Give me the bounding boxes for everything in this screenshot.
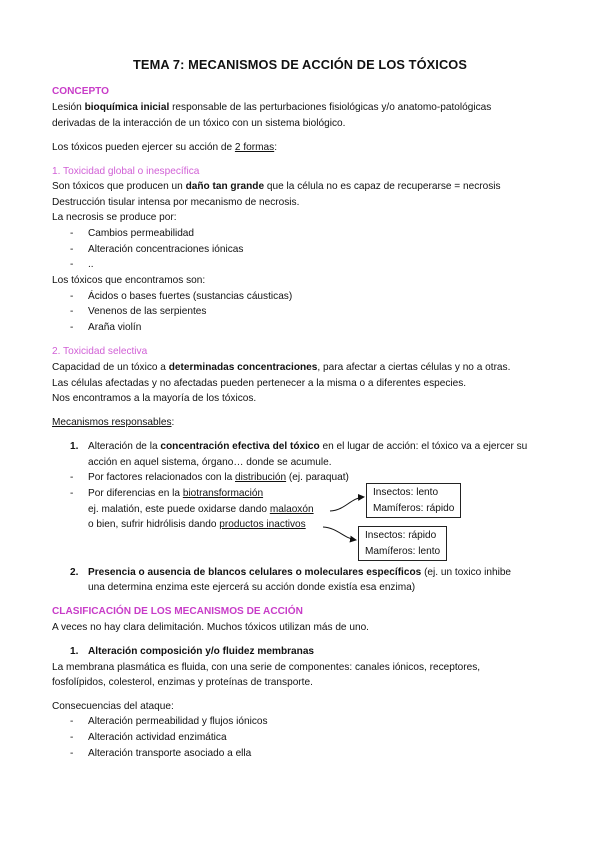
list-item-cont: ej. malatión, este puede oxidarse dando malaoxón (88, 504, 314, 515)
subheading: Alteración composición y/o fluidez membranas (88, 646, 315, 657)
arrow-to-box1 (330, 497, 364, 511)
numbered-item: Alteración de la concentración efectiva del tóxico en el lugar de acción: el tóxico va a ejercer su (88, 441, 528, 452)
bullet-dash: - (70, 306, 74, 317)
list-item: Cambios permeabilidad (88, 228, 195, 239)
paragraph-line: Nos encontramos a la mayoría de los tóxicos. (52, 393, 257, 404)
section-heading-global: 1. Toxicidad global o inespecífica (52, 166, 200, 177)
bullet-dash: - (70, 732, 74, 743)
paragraph-line: Son tóxicos que producen un daño tan grande que la célula no es capaz de recuperarse = necrosis (52, 181, 501, 192)
list-item: Por factores relacionados con la distribución (ej. paraquat) (88, 472, 349, 483)
arrow-to-box2 (323, 527, 356, 540)
list-item-cont: o bien, sufrir hidrólisis dando productos inactivos (88, 519, 306, 530)
section-heading-concepto: CONCEPTO (52, 86, 110, 97)
paragraph-line: La membrana plasmática es fluida, con una serie de componentes: canales iónicos, receptores, (52, 662, 481, 673)
list-item: Araña violín (88, 322, 142, 333)
list-item: Por diferencias en la biotransformación (88, 488, 264, 499)
list-number: 1. (70, 441, 79, 452)
paragraph-line: La necrosis se produce por: (52, 212, 177, 223)
paragraph-line: Los tóxicos pueden ejercer su acción de 2 formas: (52, 142, 278, 153)
page-title: TEMA 7: MECANISMOS DE ACCIÓN DE LOS TÓXICOS (133, 57, 467, 72)
numbered-item-cont: una determina enzima este ejercerá su acción donde existía esa enzima) (88, 582, 416, 593)
list-item: Venenos de las serpientes (88, 306, 207, 317)
paragraph-line: Mecanismos responsables: (52, 417, 175, 428)
list-item: Alteración transporte asociado a ella (88, 748, 252, 759)
list-item: Alteración concentraciones iónicas (88, 244, 244, 255)
list-number: 1. (70, 646, 79, 657)
bullet-dash: - (70, 322, 74, 333)
bullet-dash: - (70, 748, 74, 759)
section-heading-clasificacion: CLASIFICACIÓN DE LOS MECANISMOS DE ACCIÓN (52, 606, 303, 617)
paragraph-line: Lesión bioquímica inicial responsable de las perturbaciones fisiológicas y/o anatomo-patológicas (52, 102, 492, 113)
bullet-dash: - (70, 228, 74, 239)
numbered-item: Presencia o ausencia de blancos celulares o moleculares específicos (ej. un toxico inhibe (88, 567, 512, 578)
bullet-dash: - (70, 716, 74, 727)
paragraph-line: Capacidad de un tóxico a determinadas concentraciones, para afectar a ciertas células y no a otras. (52, 362, 511, 373)
paragraph-line: Consecuencias del ataque: (52, 701, 174, 712)
list-item: Alteración actividad enzimática (88, 732, 227, 743)
section-heading-selectiva: 2. Toxicidad selectiva (52, 346, 148, 357)
bullet-dash: - (70, 259, 74, 270)
list-item: Alteración permeabilidad y flujos iónicos (88, 716, 268, 727)
bullet-dash: - (70, 244, 74, 255)
paragraph-line: fosfolípidos, colesterol, enzimas y proteínas de transporte. (52, 677, 313, 688)
malaoxon-speed-box: Insectos: lento Mamíferos: rápido (366, 483, 461, 518)
paragraph-line: Los tóxicos que encontramos son: (52, 275, 206, 286)
bullet-dash: - (70, 472, 74, 483)
paragraph-line: Las células afectadas y no afectadas pueden pertenecer a la misma o a diferentes especies. (52, 378, 467, 389)
list-item: Ácidos o bases fuertes (sustancias cáusticas) (88, 291, 293, 302)
paragraph-line: Destrucción tisular intensa por mecanismo de necrosis. (52, 197, 300, 208)
bullet-dash: - (70, 488, 74, 499)
list-number: 2. (70, 567, 79, 578)
bullet-dash: - (70, 291, 74, 302)
numbered-item-cont: acción en aquel sistema, órgano… donde se acumule. (88, 457, 332, 468)
list-item: .. (88, 259, 94, 270)
paragraph-line: A veces no hay clara delimitación. Muchos tóxicos utilizan más de uno. (52, 622, 369, 633)
inactive-products-speed-box: Insectos: rápido Mamíferos: lento (358, 526, 447, 561)
paragraph-line: derivadas de la interacción de un tóxico con un sistema biológico. (52, 118, 346, 129)
